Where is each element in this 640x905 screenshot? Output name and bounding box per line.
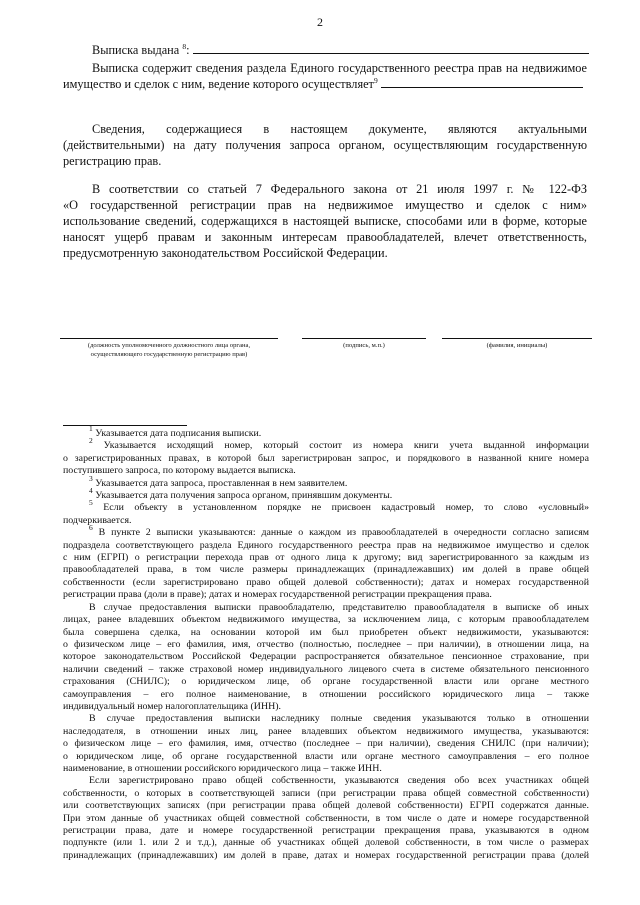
footnote-4-text: Указывается дата получения запроса органом, принявшим документы.	[95, 490, 393, 502]
holder-para-line-5: которое законодательством Российской Федерации распространяется обязательное пенсионное страхование, при	[63, 651, 589, 663]
heir-para-line-1: В случае предоставления выписки наследнику полные сведения указываются только в отношении	[89, 713, 589, 725]
holder-para-line-9: индивидуальный номер налогоплательщика (ИНН).	[63, 700, 281, 712]
holder-para-line-7: страхования (СНИЛС); о юридическом лице, об органе государственной власти или органе местного	[63, 676, 589, 688]
heir-para-line-3: о физическом лице – его фамилия, имя, отчество (последнее – при наличии), сведения СНИЛС (при наличии);	[63, 738, 589, 750]
common-para-line-6: подпункте (или 1. или 2 и т.д.), данные об участниках общей долевой собственности, в том числе о размерах	[63, 837, 589, 849]
footnote-6-line-3: с ним (ЕГРП) о регистрации перехода прав от одного лица к другому; вид зарегистрированного за каждым из	[63, 552, 589, 564]
footnote-1-text: Указывается дата подписания выписки.	[95, 428, 262, 439]
footnote-6-line-1	[63, 523, 589, 539]
footnotes-block	[63, 424, 590, 862]
footnote-separator	[63, 425, 187, 426]
actual-para-line-1: Сведения, содержащиеся в настоящем документе, являются актуальными	[92, 122, 587, 136]
content-line-2-text: имущество и сделок с ним, ведение которого осуществляет	[63, 77, 374, 91]
page-number: 2	[317, 15, 323, 29]
footnote-5-line-2: подчеркивается.	[63, 514, 132, 526]
actual-para-line-2: (действительными) на дату получения запроса органом, осуществляющим государственную	[63, 138, 587, 152]
footnote-6-line-6: регистрации права (доли в праве); датах и номерах государственной регистрации прекращения права.	[63, 589, 492, 601]
footnote-2-line-1	[63, 436, 590, 452]
law-para-line-5: предусмотренную законодательством Российской Федерации.	[63, 246, 388, 260]
holder-para-line-2: лицах, ранее владевших объектом недвижимого имущества, за исключением лица, с которым правообладателем	[63, 614, 589, 626]
name-caption: (фамилия, инициалы)	[486, 342, 548, 349]
footnote-2-mark: 2	[89, 436, 93, 446]
footnote-4-mark: 4	[89, 486, 93, 496]
common-para-line-3: или соответствующих записях (при регистрации права общей долевой собственности) ЕГРП содержатся данные.	[63, 800, 589, 812]
footnote-4	[63, 486, 589, 502]
law-para-line-2: «О государственной регистрации прав на недвижимое имущество и сделок с ним»	[63, 198, 587, 212]
law-para-line-4: наносят ущерб правам и законным интересам правообладателей, влечет ответственность,	[63, 230, 587, 244]
sign-signature-line	[302, 338, 426, 339]
footnote-1	[63, 424, 589, 440]
holder-para-line-1: В случае предоставления выписки правообладателю, представителю правообладателя в выписке об иных	[89, 601, 589, 613]
actual-para-line-3: регистрацию прав.	[63, 154, 162, 168]
content-footnote-ref: 9	[373, 76, 378, 85]
issued-footnote-ref: 8	[182, 42, 187, 51]
footnote-5-line-1	[63, 498, 590, 514]
law-para-line-3: использование сведений, содержащихся в настоящей выписке, способами или в форме, которые	[63, 214, 587, 228]
footnote-3-mark: 3	[89, 473, 93, 483]
holder-para-line-3: была совершена сделка, на основании которой им был приобретен объект недвижимости, указываются:	[63, 626, 589, 638]
issued-colon: :	[186, 43, 190, 57]
footnote-1-mark: 1	[89, 424, 93, 433]
heir-para-line-4: о юридическом лице, об органе государственной власти или органе местного самоуправления – его полное	[63, 750, 589, 762]
heir-para-line-5: наименование, в отношении российского юридического лица – также ИНН.	[63, 762, 382, 774]
holder-para-line-6: наличии сведений – также страховой номер индивидуального лицевого счета в системе обязательного пенсионного	[63, 663, 589, 675]
position-signature-line	[60, 338, 278, 339]
sign-caption: (подпись, м.п.)	[343, 342, 385, 349]
footnote-6-line-5: собственности (если зарегистрировано право общей долевой собственности); датах и номерах государственной	[63, 576, 589, 588]
law-para-line-1: В соответствии со статьей 7 Федерального закона от 21 июля 1997 г. № 122-ФЗ	[92, 182, 587, 196]
content-line-2	[63, 76, 593, 92]
content-line-1: Выписка содержит сведения раздела Единого государственного реестра прав на недвижимое	[92, 61, 587, 75]
footnote-6-line-4: правообладателей права, в том числе размеры принадлежащих (принадлежавших) им долей в праве общей	[63, 564, 589, 576]
issued-line	[92, 42, 592, 58]
footnote-6-text-1: В пункте 2 выписки указываются: данные о каждом из правообладателей в очередности согласно записям	[98, 527, 589, 539]
heir-para-line-2: наследодателя, в отношении иных лиц, ранее владевших объектом недвижимого имущества, указываются:	[63, 725, 589, 737]
issued-label: Выписка выдана	[92, 43, 180, 57]
common-para-line-1: Если зарегистрировано право общей собственности, указываются сведения обо всех участниках общей	[89, 775, 589, 787]
common-para-line-4: При этом данные об участниках общей совместной собственности, в том числе о дате и номере государственной	[63, 812, 589, 824]
common-para-line-7: принадлежащих (принадлежавших) им долей в праве, датах и номерах государственной регистрации права (долей	[63, 849, 589, 861]
footnote-6-mark: 6	[89, 523, 93, 533]
footnote-6-line-2: подраздела соответствующего раздела Единого государственного реестра прав на недвижимое имущество и сделок	[63, 539, 589, 551]
position-caption-line-2: осуществляющего государственную регистрацию прав)	[90, 351, 248, 358]
common-para-line-5: регистрации права, дате и номере государственной регистрации прекращения права, указываются в одном	[63, 825, 589, 836]
registrar-blank-line	[381, 76, 583, 88]
footnote-2-line-2: о зарегистрированных правах, в которой был зарегистрирован запрос, и порядкового в названной книге номера	[63, 452, 589, 464]
footnote-2-text-1: Указывается исходящий номер, который состоит из номера книги учета выданной информации	[103, 440, 590, 452]
name-signature-line	[442, 338, 592, 339]
footnote-2-line-3: поступившего запроса, по которому выдается выписка.	[63, 465, 296, 477]
issued-blank-line	[193, 42, 589, 54]
holder-para-line-8: самоуправления – его полное наименование, в отношении российского юридического лица – также	[63, 688, 589, 700]
footnote-5-text-1: Если объекту в установленном порядке не присвоен кадастровый номер, то слово «условный»	[103, 502, 590, 514]
holder-para-line-4: о физическом лице – его фамилия, имя, отчество (полностью, последнее – при наличии), в отношении лица, на	[63, 638, 589, 650]
footnote-5-mark: 5	[89, 498, 93, 508]
position-caption-line-1: (должность уполномоченного должностного лица органа,	[87, 342, 251, 349]
footnote-3-text: Указывается дата запроса, проставленная в нем заявителем.	[95, 477, 348, 489]
common-para-line-2: собственности, о которых в соответствующей записи (при регистрации права общей совместной собственности)	[63, 787, 589, 799]
footnote-3	[63, 473, 589, 490]
